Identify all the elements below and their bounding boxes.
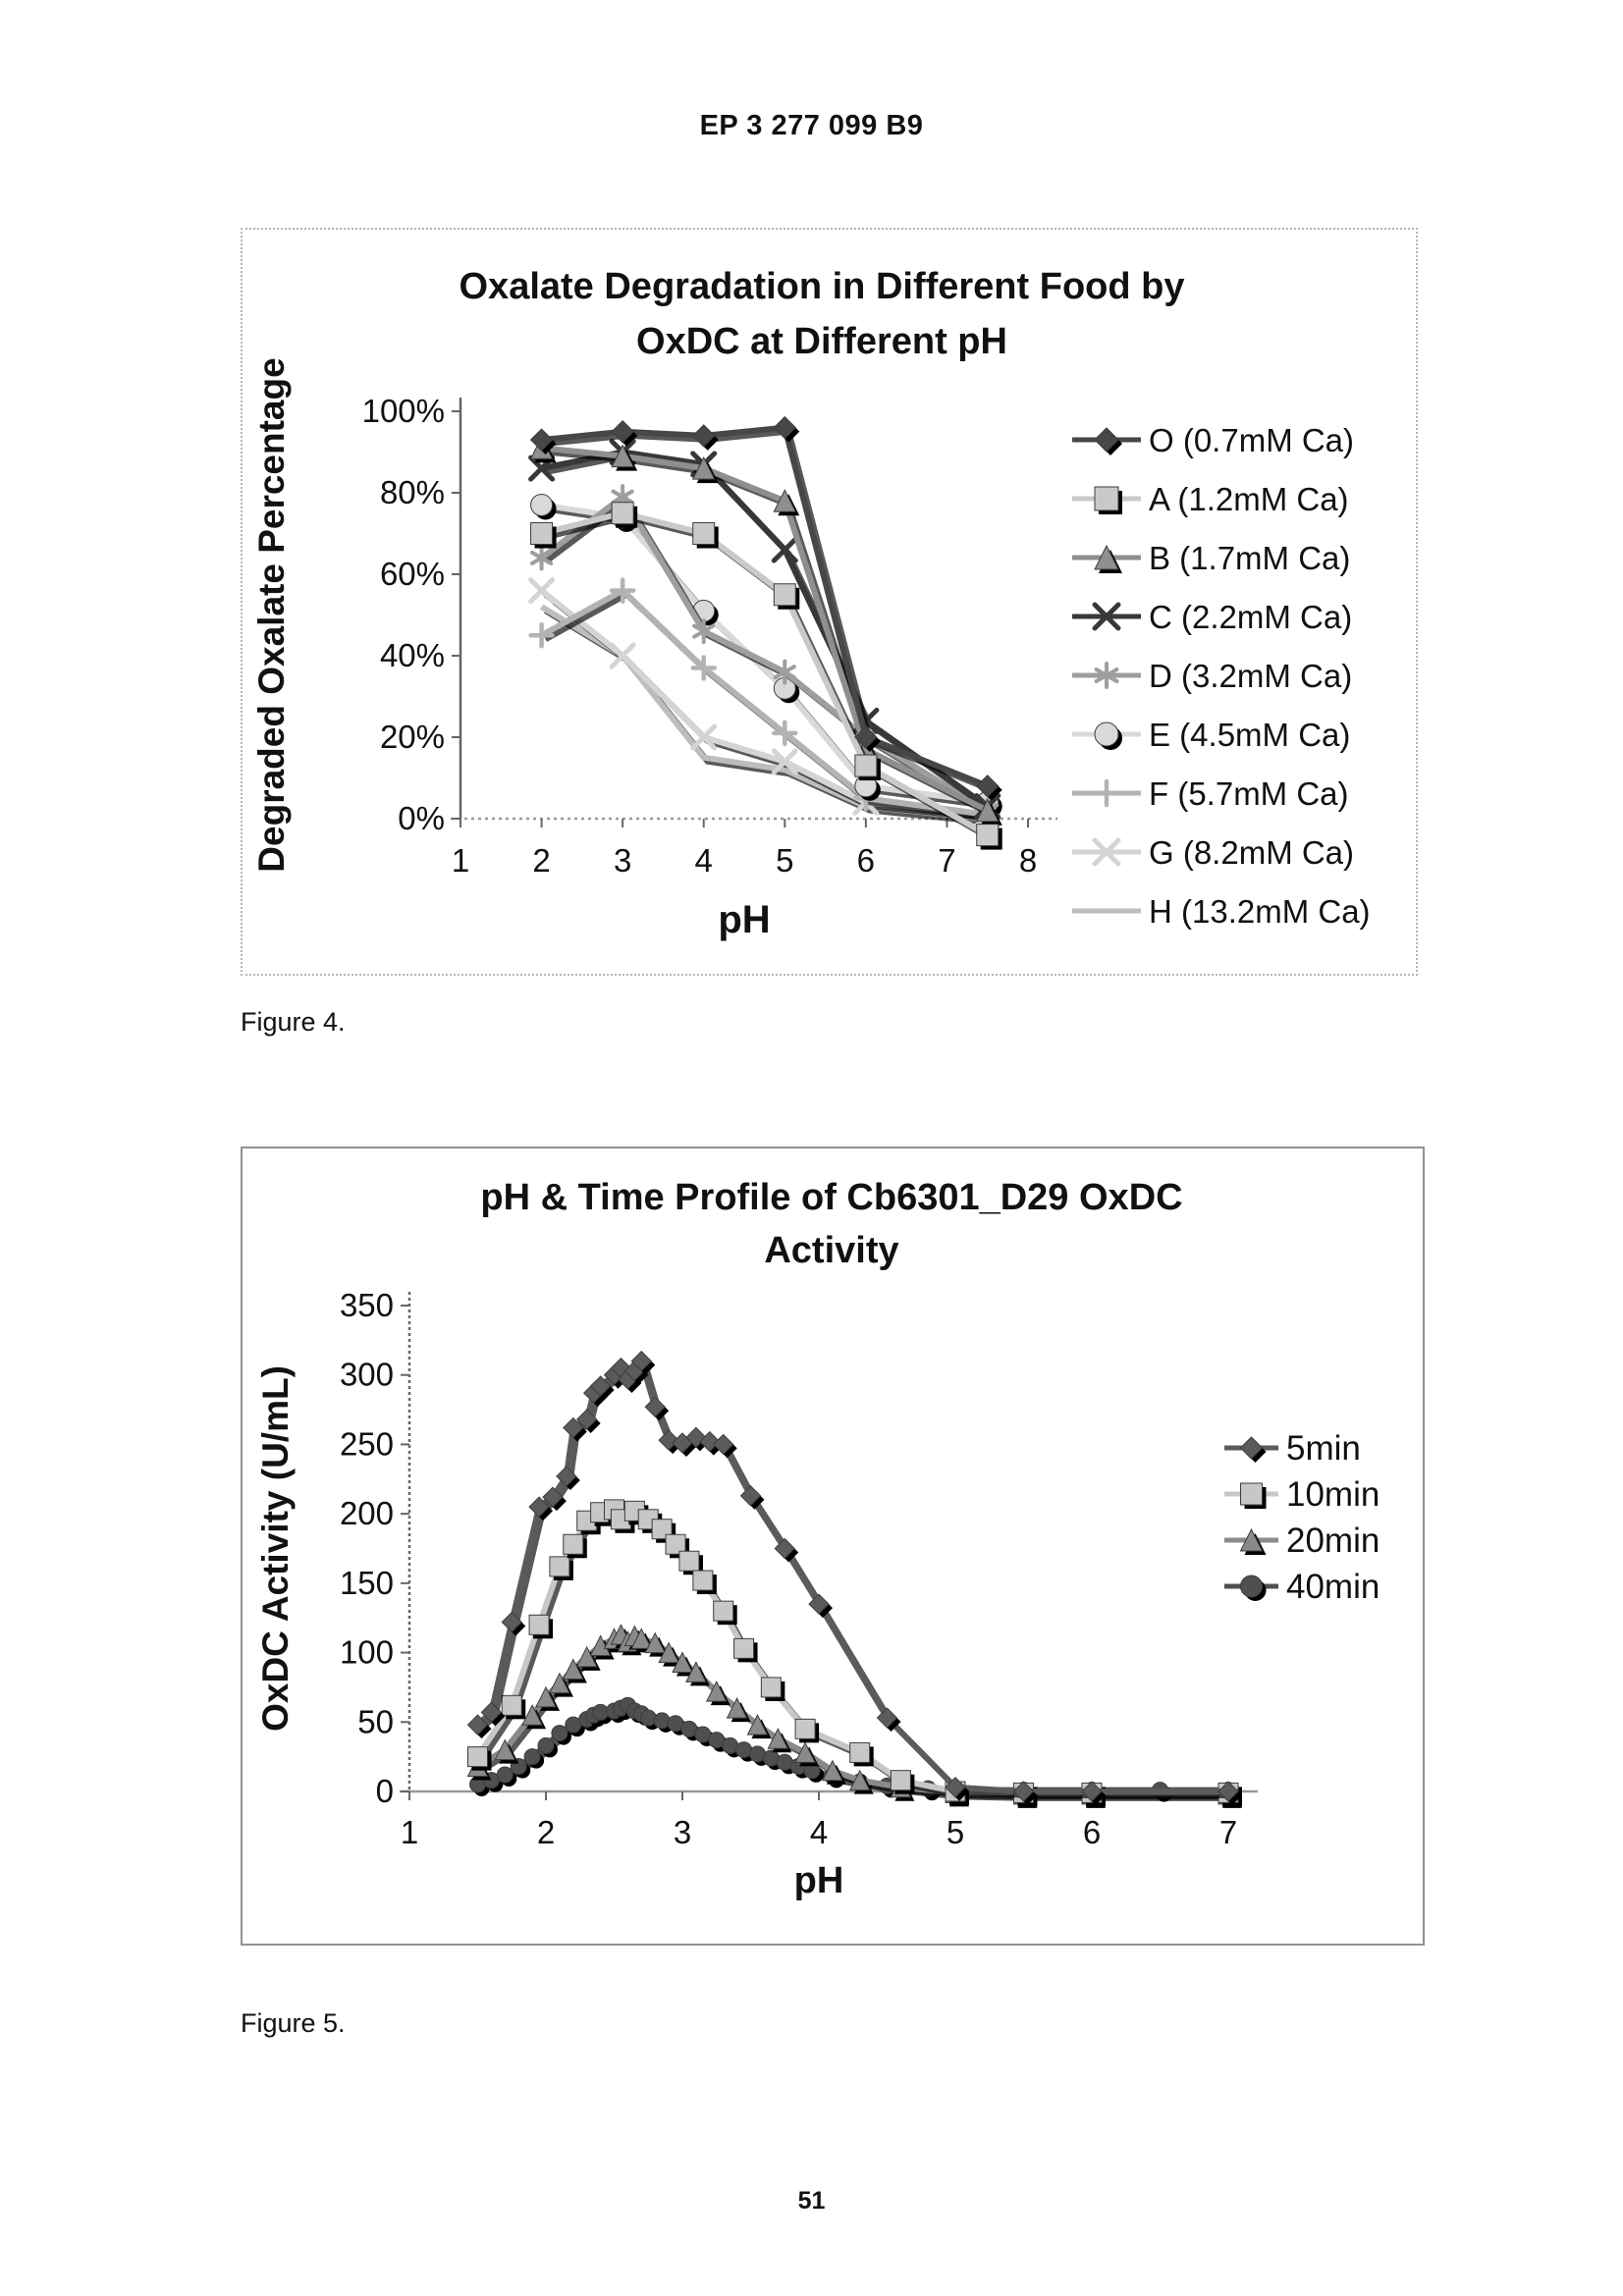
legend-item-5min <box>1224 1429 1361 1468</box>
y-axis-title: Degraded Oxalate Percentage <box>251 357 292 873</box>
svg-text:OxDC at Different pH: OxDC at Different pH <box>636 321 1007 362</box>
legend-label: H (13.2mM Ca) <box>1149 893 1371 930</box>
figure4-chart <box>243 230 1416 974</box>
svg-text:1: 1 <box>400 1814 419 1850</box>
series-5min <box>468 1352 1243 1805</box>
figure4-caption: Figure 4. <box>241 1007 346 1037</box>
legend-label: F (5.7mM Ca) <box>1149 775 1349 812</box>
legend-item-G <box>1072 834 1354 871</box>
svg-text:pH & Time Profile of Cb6301_D2: pH & Time Profile of Cb6301_D29 OxDC <box>480 1177 1183 1218</box>
svg-text:2: 2 <box>532 842 551 879</box>
legend-label: A (1.2mM Ca) <box>1149 481 1349 517</box>
legend-label: 20min <box>1286 1522 1380 1560</box>
legend-label: O (0.7mM Ca) <box>1149 422 1355 458</box>
legend-label: C (2.2mM Ca) <box>1149 599 1353 635</box>
x-axis-title: pH <box>718 898 771 941</box>
y-axis-title: OxDC Activity (U/mL) <box>255 1365 296 1732</box>
svg-text:Oxalate Degradation in Differe: Oxalate Degradation in Different Food by <box>459 266 1185 307</box>
document-header: EP 3 277 099 B9 <box>699 110 924 141</box>
figure5-panel <box>241 1147 1425 1946</box>
svg-text:5: 5 <box>776 842 794 879</box>
legend-item-H <box>1072 893 1371 930</box>
legend-item-10min <box>1224 1475 1380 1514</box>
x-axis-title: pH <box>793 1860 844 1901</box>
svg-text:Activity: Activity <box>764 1230 899 1271</box>
svg-text:1: 1 <box>451 842 470 879</box>
svg-text:100%: 100% <box>361 393 445 429</box>
legend-item-B <box>1072 540 1350 576</box>
legend-label: G (8.2mM Ca) <box>1149 834 1355 871</box>
chart-title <box>480 1177 1182 1271</box>
page-number: 51 <box>797 2187 826 2215</box>
svg-text:2: 2 <box>536 1814 556 1850</box>
legend-label: E (4.5mM Ca) <box>1149 717 1351 753</box>
legend-label: D (3.2mM Ca) <box>1149 658 1353 694</box>
svg-text:6: 6 <box>1082 1814 1102 1850</box>
legend-item-A <box>1072 481 1349 517</box>
svg-text:50: 50 <box>357 1703 394 1740</box>
legend-item-40min <box>1224 1568 1380 1606</box>
legend-item-20min <box>1224 1522 1380 1560</box>
svg-text:8: 8 <box>1018 842 1038 879</box>
legend <box>1072 422 1371 930</box>
legend-item-O <box>1072 422 1354 458</box>
svg-text:0: 0 <box>375 1773 394 1809</box>
figure5-caption: Figure 5. <box>241 2008 346 2038</box>
svg-text:6: 6 <box>856 842 876 879</box>
svg-text:100: 100 <box>339 1633 394 1671</box>
svg-text:350: 350 <box>339 1287 394 1323</box>
figure5-chart <box>243 1148 1423 1944</box>
legend <box>1224 1429 1380 1606</box>
series-F <box>531 580 999 826</box>
legend-item-E <box>1072 717 1350 753</box>
figure4-panel <box>241 228 1418 976</box>
legend-label: 40min <box>1286 1568 1380 1606</box>
svg-text:40%: 40% <box>379 637 445 673</box>
series-G <box>531 580 999 826</box>
legend-label: 5min <box>1286 1429 1361 1468</box>
chart-title <box>460 266 1185 362</box>
svg-text:200: 200 <box>339 1495 394 1532</box>
legend-item-C <box>1072 599 1352 635</box>
legend-item-D <box>1072 658 1352 694</box>
svg-text:7: 7 <box>1218 1814 1238 1850</box>
svg-text:3: 3 <box>673 1814 692 1850</box>
svg-text:3: 3 <box>613 842 632 879</box>
svg-text:300: 300 <box>339 1356 394 1393</box>
svg-text:250: 250 <box>339 1425 394 1463</box>
svg-text:20%: 20% <box>379 719 445 755</box>
legend-item-F <box>1072 775 1349 812</box>
svg-text:80%: 80% <box>379 474 445 510</box>
legend-label: 10min <box>1286 1475 1380 1514</box>
svg-text:4: 4 <box>694 842 713 879</box>
svg-text:0%: 0% <box>398 800 445 836</box>
svg-text:60%: 60% <box>379 556 445 592</box>
svg-text:7: 7 <box>938 842 956 879</box>
legend-label: B (1.7mM Ca) <box>1149 540 1351 576</box>
svg-text:5: 5 <box>946 1814 965 1850</box>
svg-text:4: 4 <box>809 1814 829 1850</box>
svg-text:150: 150 <box>339 1564 394 1601</box>
